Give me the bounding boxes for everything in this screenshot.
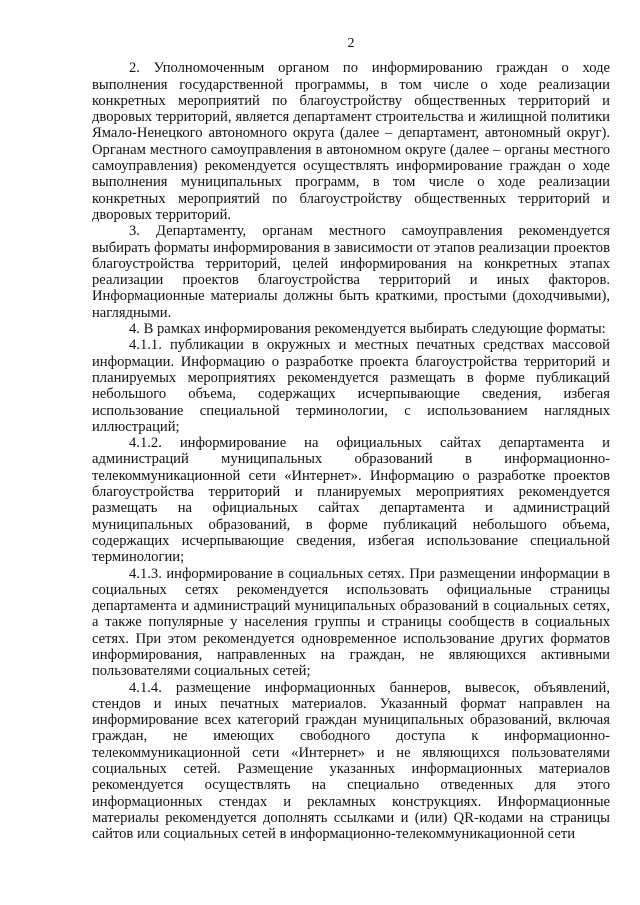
paragraph-4-formats-intro: 4. В рамках информирования рекомендуется выбирать следующие форматы: — [129, 321, 606, 338]
paragraph-4-1-1-print-media: 4.1.1. публикации в окружных и местных печатных средствах массовой информации. Информацию о разработке проекта благоустройства территорий и планируемых мероприятиях рекомендуется размещать в форме публикаций небольшого объема, содержащих исчерпывающие сведения, избегая использование специальной терминологии, с использованием наглядных иллюстраций; — [92, 337, 610, 435]
paragraph-4-1-4-banners-and-stands: 4.1.4. размещение информационных баннеров, вывесок, объявлений, стендов и иных печатных материалов. Указанный формат направлен на информирование всех категорий граждан муниципальных образований, включая граждан, не имеющих свободного доступа к информационно-телекоммуникационной сети «Интернет» и не являющихся пользователями социальных сетей. Размещение указанных информационных материалов рекомендуется осуществлять на специально отведенных для этого информационных стендах и рекламных конструкциях. Информационные материалы рекомендуется дополнять ссылками и (или) QR-кодами на страницы сайтов или социальных сетей в информационно-телекоммуникационной сети — [92, 679, 610, 843]
paragraph-4-1-3-social-networks: 4.1.3. информирование в социальных сетях. При размещении информации в социальных сетях рекомендуется использовать официальные страницы департамента и администраций муниципальных образований в социальных сетях, а также популярные у населения группы и страницы сообществ в социальных сетях. При этом рекомендуется одновременное использование других форматов информирования, направленных на граждан, не являющихся активными пользователями социальных сетей; — [92, 565, 610, 680]
paragraph-2-authorized-body: 2. Уполномоченным органом по информированию граждан о ходе выполнения государственной программы, в том числе о ходе реализации конкретных мероприятий по благоустройству общественных территорий и дворовых территорий, является департамент строительства и жилищной политики Ямало-Ненецкого автономного округа (далее – департамент, автономный округ). Органам местного самоуправления в автономном округе (далее – органы местного самоуправления) рекомендуется осуществлять информирование граждан о ходе выполнения муниципальных программ, в том числе о ходе реализации конкретных мероприятий по благоустройству общественных территорий и дворовых территорий. — [92, 60, 610, 223]
page-number: 2 — [347, 36, 355, 51]
paragraph-4-1-2-official-websites: 4.1.2. информирование на официальных сайтах департамента и администраций муниципальных образований в информационно-телекоммуникационной сети «Интернет». Информацию о разработке проектов благоустройства территорий и планируемых мероприятиях рекомендуется размещать на официальных сайтах департамента и администраций муниципальных образований, в форме публикаций небольшого объема, содержащих исчерпывающие сведения, избегая использование специальной терминологии; — [92, 435, 610, 566]
document-page — [92, 36, 610, 843]
paragraph-3-information-formats-choice: 3. Департаменту, органам местного самоуправления рекомендуется выбирать форматы информирования в зависимости от этапов реализации проектов благоустройства территорий, целей информирования на конкретных этапах реализации проектов благоустройства территорий и иных факторов. Информационные материалы должны быть краткими, простыми (доходчивыми), наглядными. — [92, 223, 610, 321]
